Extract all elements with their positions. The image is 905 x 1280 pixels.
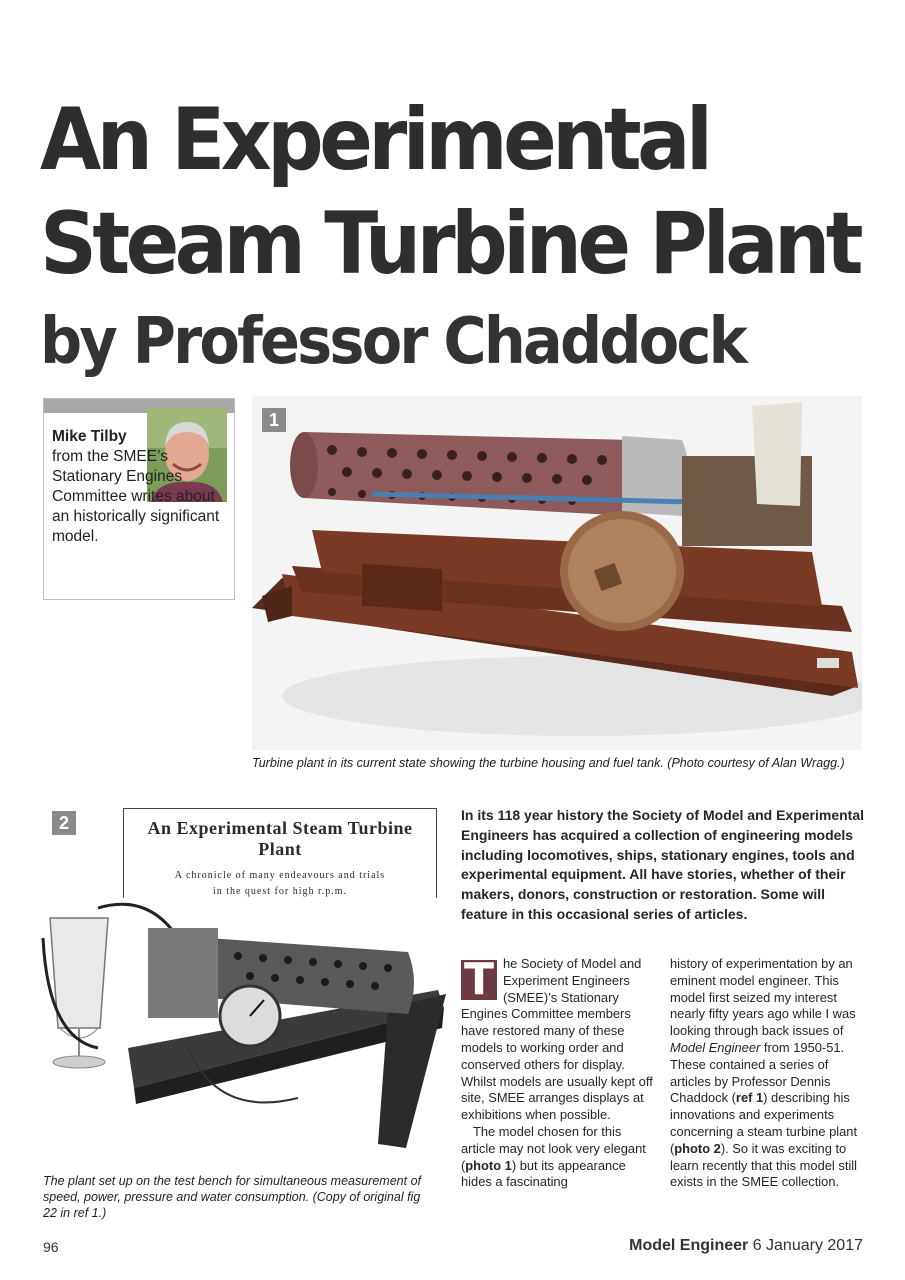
body-text: ) describing his innovations and experiments concerning a steam turbine plant (: [670, 1090, 858, 1156]
headline-line-2: Steam Turbine Plant: [40, 194, 860, 294]
photo-turbine-plant: [252, 396, 862, 750]
body-paragraph-2: [461, 1124, 655, 1191]
body-column-2: [670, 956, 864, 1191]
headline-byline: by Professor Chaddock: [40, 305, 746, 379]
photo-1-caption: Turbine plant in its current state showing the turbine housing and fuel tank. (Photo courtesy of Alan Wragg.): [252, 756, 845, 770]
original-article-clipping: [123, 808, 437, 902]
body-text: The model chosen for this article may not look very elegant (: [461, 1123, 646, 1173]
page-number: 96: [43, 1239, 59, 1255]
ref-reference: ref 1: [735, 1090, 764, 1106]
drop-cap: [461, 954, 497, 1005]
body-text: history of experimentation by an eminent model engineer. This model first seized my interest nearly fifty years ago while I was looking through back issues of: [670, 956, 856, 1039]
photo-2-caption: The plant set up on the test bench for simultaneous measurement of speed, power, pressure and water consumption. (Copy of original fig 22 in ref 1.): [43, 1174, 421, 1220]
author-name: Mike Tilby: [52, 428, 127, 445]
body-text: from 1950-51. These contained a series of articles by Professor Dennis Chaddock (: [670, 1039, 845, 1106]
author-box: [43, 398, 235, 600]
body-text: ) but its appearance hides a fascinating: [461, 1157, 626, 1190]
photo-2-number-badge: 2: [52, 811, 76, 835]
photo-test-bench: [38, 898, 448, 1160]
article-headline: [40, 92, 890, 382]
headline-line-1: An Experimental: [40, 90, 709, 190]
footer-publication: [629, 1237, 863, 1255]
clipping-subtitle-line-2: in the quest for high r.p.m.: [212, 886, 348, 897]
body-text: ). So it was exciting to learn recently that this model still exists in the SMEE collection.: [670, 1140, 857, 1190]
drop-cap-letter: T: [463, 954, 494, 1005]
body-paragraph-3: [670, 956, 864, 1191]
photo-reference: photo 2: [674, 1140, 721, 1156]
body-column-1: [461, 956, 655, 1191]
photo-reference: photo 1: [465, 1157, 512, 1173]
magazine-name: Model Engineer: [629, 1237, 749, 1254]
clipping-title: An Experimental Steam Turbine Plant: [147, 818, 413, 859]
author-blurb: [52, 427, 230, 547]
author-description: from the SMEE’s Stationary Engines Committee writes about an historically significant model.: [52, 448, 220, 545]
clipping-subtitle-line-1: A chronicle of many endeavours and trials: [174, 870, 386, 881]
photo-1-number-badge: 1: [262, 408, 286, 432]
body-paragraph-1: he Society of Model and Experiment Engineers (SMEE)’s Stationary Engines Committee members have restored many of these models to working order and conserved others for display. Whilst models are usually kept off site, SMEE arranges displays at exhibitions when possible.: [461, 956, 653, 1123]
standfirst-intro: In its 118 year history the Society of Model and Experimental Engineers has acquired a collection of engineering models including locomotives, ships, stationary engines, tools and experimental equipment. All have stories, whether of their makers, donors, construction or restoration. Some will feature in this occasional series of articles.: [461, 807, 865, 922]
magazine-title-reference: Model Engineer: [670, 1039, 761, 1055]
issue-date: 6 January 2017: [752, 1237, 863, 1254]
